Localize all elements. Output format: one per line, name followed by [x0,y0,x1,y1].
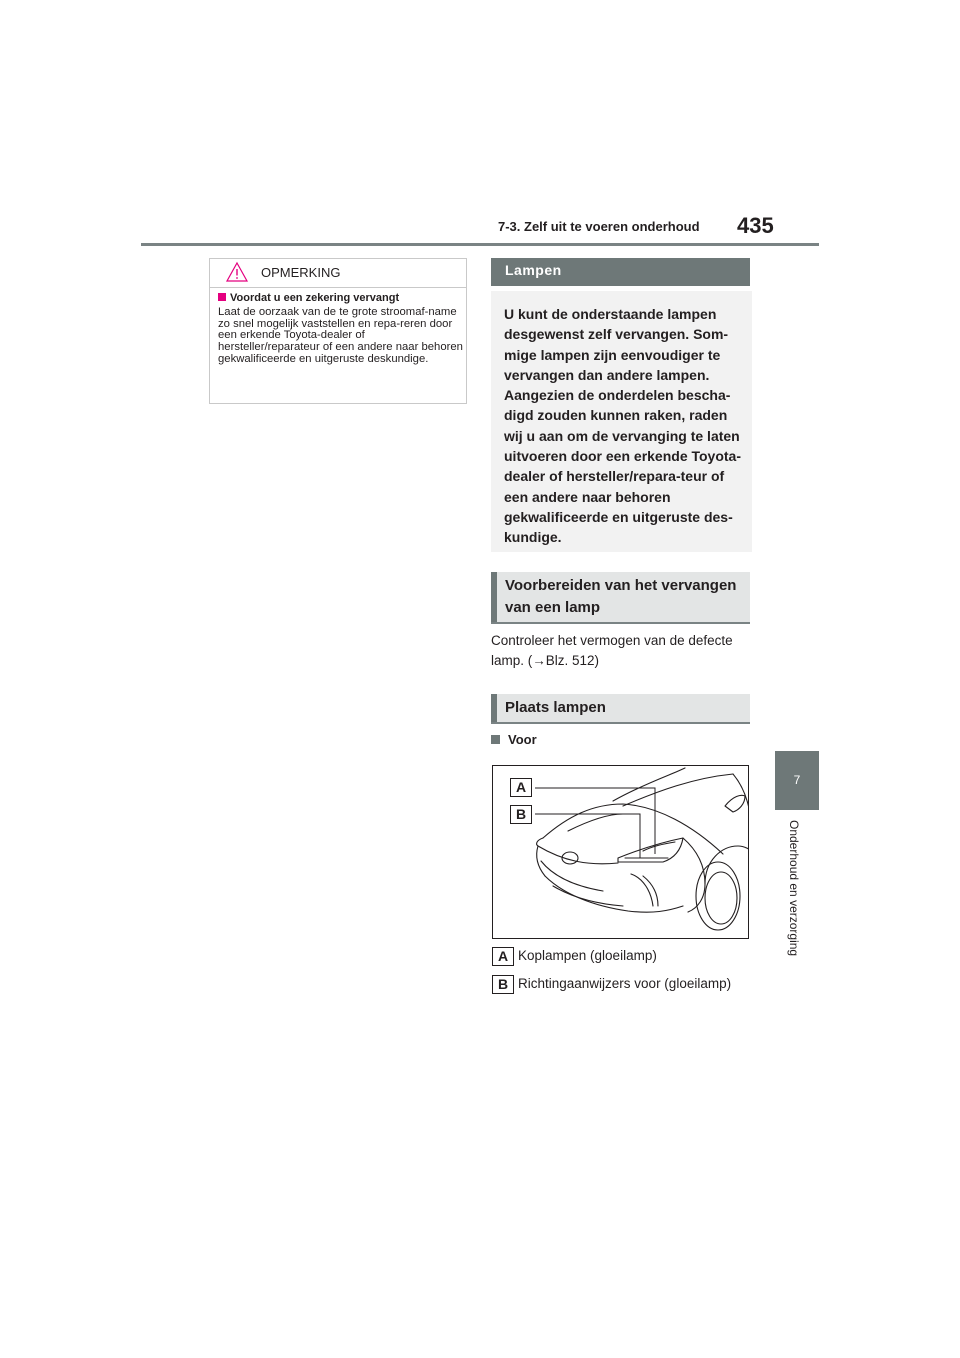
lampen-intro: U kunt de onderstaande lampen desgewenst zelf vervangen. Som-mige lampen zijn eenvoudiger te vervangen dan andere lampen. Aangezien de onderdelen bescha-digd zouden kunnen raken, raden wij u aan om de vervanging te laten uitvoeren door een erkende Toyota-dealer of hersteller/repara-teur of een andere naar behoren gekwalificeerde en uitgeruste des-kundige. [491,291,752,552]
prep-text: Controleer het vermogen van de defecte lamp. (→Blz. 512) [491,633,733,668]
legend-key-b: B [492,975,514,994]
legend-key-a: A [492,947,514,966]
locations-heading: Plaats lampen [491,694,750,724]
legend-item-a [492,947,657,966]
chapter-tab: 7 [775,751,819,810]
notice-box [209,258,467,404]
prep-heading: Voorbereiden van het vervangen van een lamp [491,572,750,624]
square-bullet-icon [491,735,500,744]
section-title: 7-3. Zelf uit te voeren onderhoud [498,219,700,234]
header-rule [141,243,819,246]
legend-item-b [492,975,731,994]
legend-label-b: Richtingaanwijzers voor (gloeilamp) [518,976,732,992]
lampen-heading: Lampen [491,258,750,286]
page-number: 435 [737,213,774,238]
subsection-voor: Voor [491,732,537,747]
callout-a: A [510,778,532,797]
chapter-title: Onderhoud en verzorging [787,820,801,957]
notice-text: Laat de oorzaak van de te grote stroomaf-name zo snel mogelijk vaststellen en repa-reren door een erkende Toyota-dealer of hersteller/reparateur of een andere naar behoren gekwalificeerde en uitgeruste deskundige. [218,306,463,365]
legend-label-a: Koplampen (gloeilamp) [518,948,657,964]
car-front-figure [492,765,749,939]
notice-title: OPMERKING [261,265,341,280]
warning-icon [225,261,249,288]
callout-b: B [510,805,532,824]
notice-subtitle: Voordat u een zekering vervangt [218,292,399,304]
notice-header [210,259,466,288]
square-bullet-icon [218,293,226,301]
